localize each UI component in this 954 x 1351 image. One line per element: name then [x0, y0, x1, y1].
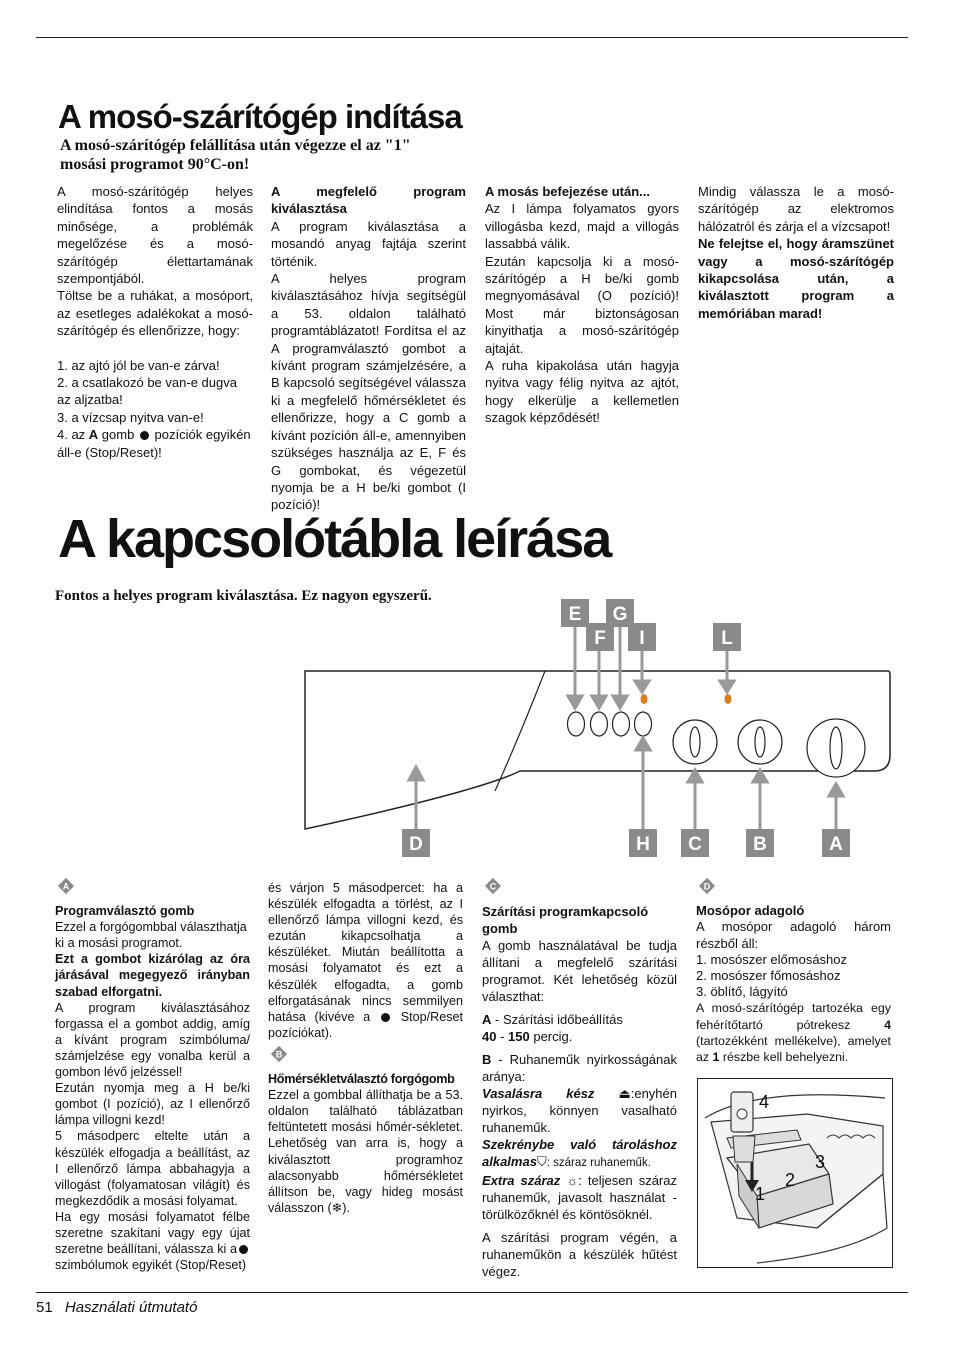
column-heading: A megfelelő program kiválasztása — [271, 184, 466, 217]
desc-programme-knob — [55, 877, 250, 1273]
option-a — [482, 1011, 677, 1045]
text: 150 — [508, 1029, 530, 1044]
dryness-cupboard — [482, 1136, 677, 1172]
label-l: L — [721, 628, 733, 649]
col-warning — [698, 183, 894, 322]
desc-detergent-drawer — [696, 877, 891, 1065]
drawer-label-3: 3 — [815, 1152, 826, 1172]
dryness-iron — [482, 1085, 677, 1136]
shirt-icon: ⛉ — [536, 1154, 547, 1169]
label-h: H — [636, 834, 650, 855]
badge-d-icon — [698, 877, 716, 895]
label-g: G — [612, 604, 628, 625]
list-item: 3. öblítő, lágyító — [696, 984, 788, 1000]
label-d: D — [409, 834, 423, 855]
paragraph — [268, 880, 463, 1041]
text: Ha egy mosási folyamatot félbe szeretne szakítani vagy egy újat szeretne beállítani, válassza ki a — [55, 1209, 250, 1257]
knob-a — [807, 719, 865, 777]
badge-a-icon — [57, 877, 75, 895]
text: Vasalásra kész — [482, 1086, 595, 1101]
text: - Ruhaneműk nyirkosságának aránya: — [482, 1052, 677, 1084]
drawer-label-1: 1 — [755, 1184, 766, 1204]
paragraph: A gomb használatával be tudja állítani a megfelelő szárítási programot. Két lehetőség közül választhat: — [482, 938, 677, 1004]
text: Stop/Reset pozíciókat). — [268, 1009, 463, 1040]
control-panel-diagram — [290, 595, 900, 865]
text: pozíciók egyikén áll-e (Stop/Reset)! — [57, 427, 251, 460]
svg-text:C: C — [489, 881, 497, 892]
paragraph: Ezután nyomja meg a H be/ki gombot (I pozíció), az I ellenőrző lámpa villogni kezd! — [55, 1081, 250, 1128]
desc-heading: Programválasztó gomb — [55, 904, 195, 919]
section-subtitle-start: A mosó-szárítógép felállítása után végezze el az "1" mosási programot 90°C-on! — [60, 137, 411, 173]
check-item: 1. az ajtó jól be van-e zárva! — [57, 357, 220, 373]
option-b — [482, 1051, 677, 1085]
check-item — [57, 426, 253, 461]
desc-heading: Szárítási programkapcsoló gomb — [482, 904, 649, 936]
section-subtitle-panel: Fontos a helyes program kiválasztása. Ez nagyon egyszerű. — [55, 588, 432, 604]
paragraph — [55, 1209, 250, 1273]
desc-temperature-knob — [268, 880, 463, 1216]
paragraph: Ezután kapcsolja ki a mosó-szárítógép a H be/ki gomb megnyomásával (O pozíció)! Most már biztonságosan kinyithatja a mosó-szárítógép ajtaját. — [485, 253, 679, 356]
paragraph: Ezzel a forgógombbal választhatja ki a mosási programot. — [55, 920, 247, 951]
drawer-label-2: 2 — [785, 1170, 796, 1190]
stop-dot-icon — [239, 1245, 248, 1254]
footer — [36, 1299, 197, 1316]
paragraph-bold: Ezt a gombot kizárólag az óra járásával megegyező irányban szabad elforgatni. — [55, 952, 250, 999]
text: - — [496, 1029, 509, 1044]
label-e: E — [568, 604, 582, 625]
intro-paragraph: A mosó-szárítógép helyes elindítása fontos a mosás minősége, a problémák megelőzése és a mosó-szárítógép élettartamának szempontjából. — [57, 184, 253, 287]
snowflake-icon: ❄ — [331, 1200, 343, 1215]
column-heading: A mosás befejezése után... — [485, 184, 650, 199]
text: 4. az — [57, 427, 89, 443]
shirt-sun-icon: ☼ — [566, 1173, 579, 1188]
col-program-select — [271, 183, 466, 514]
text: : száraz ruhaneműk. — [546, 1157, 651, 1169]
paragraph: A mosópor adagoló három részből áll: — [696, 919, 891, 951]
list-item: 1. mosószer előmosáshoz — [696, 951, 848, 967]
text: A — [88, 427, 99, 443]
label-f: F — [594, 628, 606, 649]
list-item: 2. mosószer főmosáshoz — [696, 968, 841, 984]
text: A — [482, 1012, 492, 1027]
text: Extra száraz — [482, 1173, 561, 1188]
desc-heading: Mosópor adagoló — [696, 903, 805, 919]
text: percig. — [529, 1029, 573, 1044]
led-i — [641, 694, 648, 704]
label-b: B — [753, 834, 767, 855]
button-h — [635, 712, 652, 736]
section-title-panel: A kapcsolótábla leírása — [58, 509, 611, 569]
detergent-drawer-illustration — [697, 1078, 893, 1268]
col-intro — [57, 183, 253, 461]
warning-paragraph: Ne felejtse el, hogy áramszünet vagy a mosó-szárítógép kikapcsolása után, a kiválasztott program a memóriában marad! — [698, 236, 894, 321]
label-a: A — [829, 834, 843, 855]
text: Ezzel a gombbal állíthatja be a 53. oldalon található táblázatban feltüntetett mosási hőmér-sékletet. Lehetőség van arra is, hogy a kiválasztott programhoz alacsonyabb hőmérsékletet állítson be, vagy hideg mosást válasszon ( — [268, 1088, 463, 1215]
label-c: C — [688, 834, 702, 855]
paragraph: A program kiválasztásához forgassa el a gombot addig, amíg a kívánt program szimbóluma/ számjelzése egy vonalba kerül a gombon lévő jelzéssel! — [55, 1000, 250, 1080]
paragraph — [268, 1087, 463, 1216]
text: és várjon 5 másodpercet: ha a készülék elfogadta a törlést, az I ellenőrző lámpa villogni kezd, és ezután kikapcsolhatja a készüléket. Miután beállította a mosási folyamatot és ezt a készülék elfogadta, a gomb elforgatásának nincs semmilyen hatása (kivéve a — [268, 881, 463, 1024]
text: (tartozékként mellékelve), amelyet az — [696, 1033, 891, 1065]
desc-heading: Hőmérsékletválasztó forgógomb — [268, 1072, 455, 1087]
dryness-extra — [482, 1172, 677, 1223]
button-e — [568, 712, 585, 736]
text: :enyhén nyirkos, könnyen vasalható ruhaneműk. — [482, 1086, 677, 1135]
col-after-wash — [485, 183, 679, 427]
text: Szekrénybe való tároláshoz alkalmas — [482, 1137, 677, 1169]
paragraph: A program kiválasztása a mosandó anyag fajtája szerint történik. — [271, 218, 466, 269]
text: gomb — [98, 427, 138, 443]
text: ). — [342, 1200, 350, 1215]
text: - Szárítási időbeállítás — [491, 1012, 623, 1027]
top-rule — [36, 37, 908, 38]
stop-dot-icon — [381, 1013, 390, 1022]
desc-drying-switch — [482, 877, 677, 1280]
badge-b-icon — [270, 1045, 288, 1063]
text: 4 — [884, 1017, 891, 1032]
text: szimbólumok egyikét (Stop/Reset) — [55, 1258, 247, 1273]
intro-paragraph-2: Töltse be a ruhákat, a mosóport, az esetleges adalékokat a mosó-szárítógép és ellenőrizze, hogy: — [57, 288, 253, 339]
label-i: I — [639, 628, 645, 649]
text: B — [482, 1052, 492, 1067]
svg-text:B: B — [275, 1049, 283, 1060]
drawer-label-4: 4 — [759, 1092, 770, 1112]
led-l — [725, 694, 732, 704]
paragraph: Az I lámpa folyamatos gyors villogásba kezd, majd a villogás lassabbá válik. — [485, 201, 679, 252]
paragraph: 5 másodperc eltelte után a készülék elfogadja a beállítást, az I ellenőrző lámpa abbahagyja a villogást (folyamatosan világít) és megkezdődik a mosási folyamat. — [55, 1129, 250, 1208]
text: A mosó-szárítógép tartozéka egy fehérítőtartó pótrekesz — [696, 1001, 891, 1032]
panel-bevel — [495, 671, 545, 791]
paragraph: A szárítási program végén, a ruhaneműkön a készülék hűtést végez. — [482, 1230, 677, 1279]
check-item: 2. a csatlakozó be van-e dugva az aljzatba! — [57, 375, 237, 408]
badge-c-icon — [484, 877, 502, 895]
paragraph: A helyes program kiválasztásához hívja segítségül a 53. oldalon található programtáblázatot! Fordítsa el az A programválasztó gombot a kívánt program számjelzésére, a B kapcsoló segítségével válassza ki a megfelelő hőmérsékletet és ellenőrizze, hogy a C gomb a kívánt pozíción áll-e, amennyiben szükséges használja az E, F és G gombokat, és végezetül nyomja be a H be/ki gombot (I pozíció)! — [271, 271, 466, 513]
paragraph: A ruha kipakolása után hagyja nyitva vagy félig nyitva az ajtót, hogy elkerülje a kellemetlen szagok képződését! — [485, 358, 679, 426]
svg-text:A: A — [62, 881, 70, 892]
bottom-rule — [36, 1292, 908, 1293]
button-f — [591, 712, 608, 736]
section-title-start: A mosó-szárítógép indítása — [58, 98, 462, 135]
text: : teljesen száraz ruhaneműk, javasolt használat - törülközőknél és köntösöknél. — [482, 1173, 677, 1222]
stop-dot-icon — [140, 431, 149, 440]
check-item: 3. a vízcsap nyitva van-e! — [57, 409, 204, 425]
text: 1 — [712, 1050, 720, 1065]
paragraph — [696, 1000, 891, 1065]
svg-text:D: D — [703, 881, 711, 892]
text: 40 — [482, 1029, 497, 1044]
footer-title: Használati útmutató — [64, 1299, 198, 1316]
iron-icon: ⏏ — [618, 1086, 631, 1101]
paragraph: Mindig válassza le a mosó-szárítógép az elektromos hálózatról és zárja el a vízcsapot! — [698, 184, 894, 234]
page-number: 51 — [36, 1299, 53, 1316]
text: részbe kell behelyezni. — [719, 1050, 849, 1065]
button-g — [613, 712, 630, 736]
